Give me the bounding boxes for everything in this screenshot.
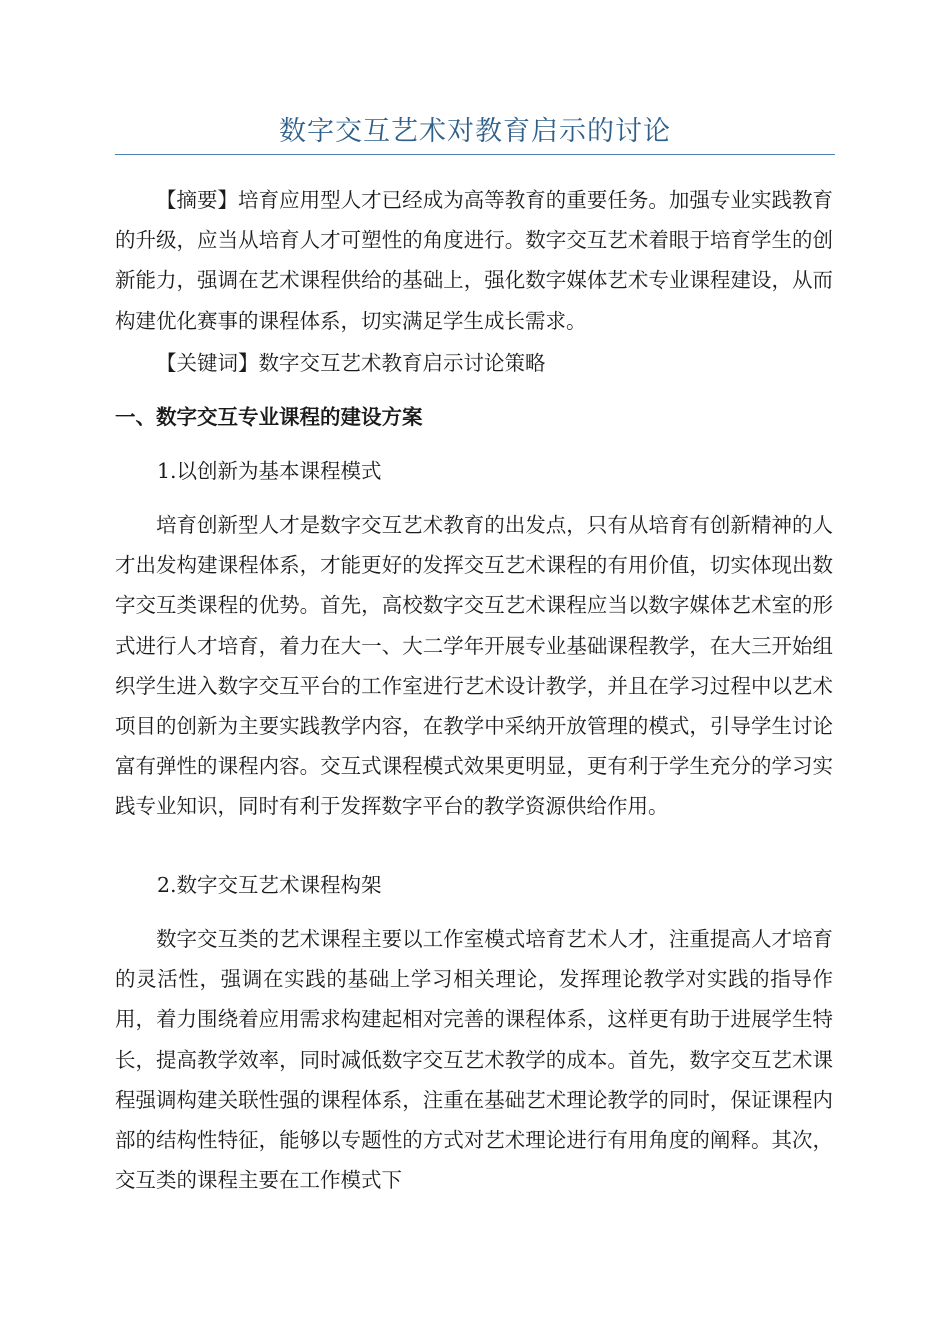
subsection-heading-2: 2.数字交互艺术课程构架 <box>157 873 382 897</box>
subsection-heading-1: 1.以创新为基本课程模式 <box>157 459 382 483</box>
section-heading-1: 一、数字交互专业课程的建设方案 <box>115 405 423 429</box>
document-title: 数字交互艺术对教育启示的讨论 <box>279 116 671 147</box>
keywords-line: 【关键词】数字交互艺术教育启示讨论策略 <box>156 351 546 375</box>
abstract-paragraph: 【摘要】培育应用型人才已经成为高等教育的重要任务。加强专业实践教育的升级，应当从培育人才可塑性的角度进行。数字交互艺术着眼于培育学生的创新能力，强调在艺术课程供给的基础上，强化数字媒体艺术专业课程建设，从而构建优化赛事的课程体系，切实满足学生成长需求。 <box>115 188 833 333</box>
title-underline <box>115 154 835 155</box>
subsection-2-paragraph: 数字交互类的艺术课程主要以工作室模式培育艺术人才，注重提高人才培育的灵活性，强调在实践的基础上学习相关理论，发挥理论教学对实践的指导作用，着力围绕着应用需求构建起相对完善的课程体系，这样更有助于进展学生特长，提高教学效率，同时减低数字交互艺术教学的成本。首先，数字交互艺术课程强调构建关联性强的课程体系，注重在基础艺术理论教学的同时，保证课程内部的结构性特征，能够以专题性的方式对艺术理论进行有用角度的阐释。其次，交互类的课程主要在工作模式下 <box>115 927 833 1193</box>
subsection-1-paragraph: 培育创新型人才是数字交互艺术教育的出发点，只有从培育有创新精神的人才出发构建课程体系，才能更好的发挥交互艺术课程的有用价值，切实体现出数字交互类课程的优势。首先，高校数字交互艺术课程应当以数字媒体艺术室的形式进行人才培育，着力在大一、大二学年开展专业基础课程教学，在大三开始组织学生进入数字交互平台的工作室进行艺术设计教学，并且在学习过程中以艺术项目的创新为主要实践教学内容，在教学中采纳开放管理的模式，引导学生讨论富有弹性的课程内容。交互式课程模式效果更明显，更有利于学生充分的学习实践专业知识，同时有利于发挥数字平台的教学资源供给作用。 <box>115 513 833 819</box>
